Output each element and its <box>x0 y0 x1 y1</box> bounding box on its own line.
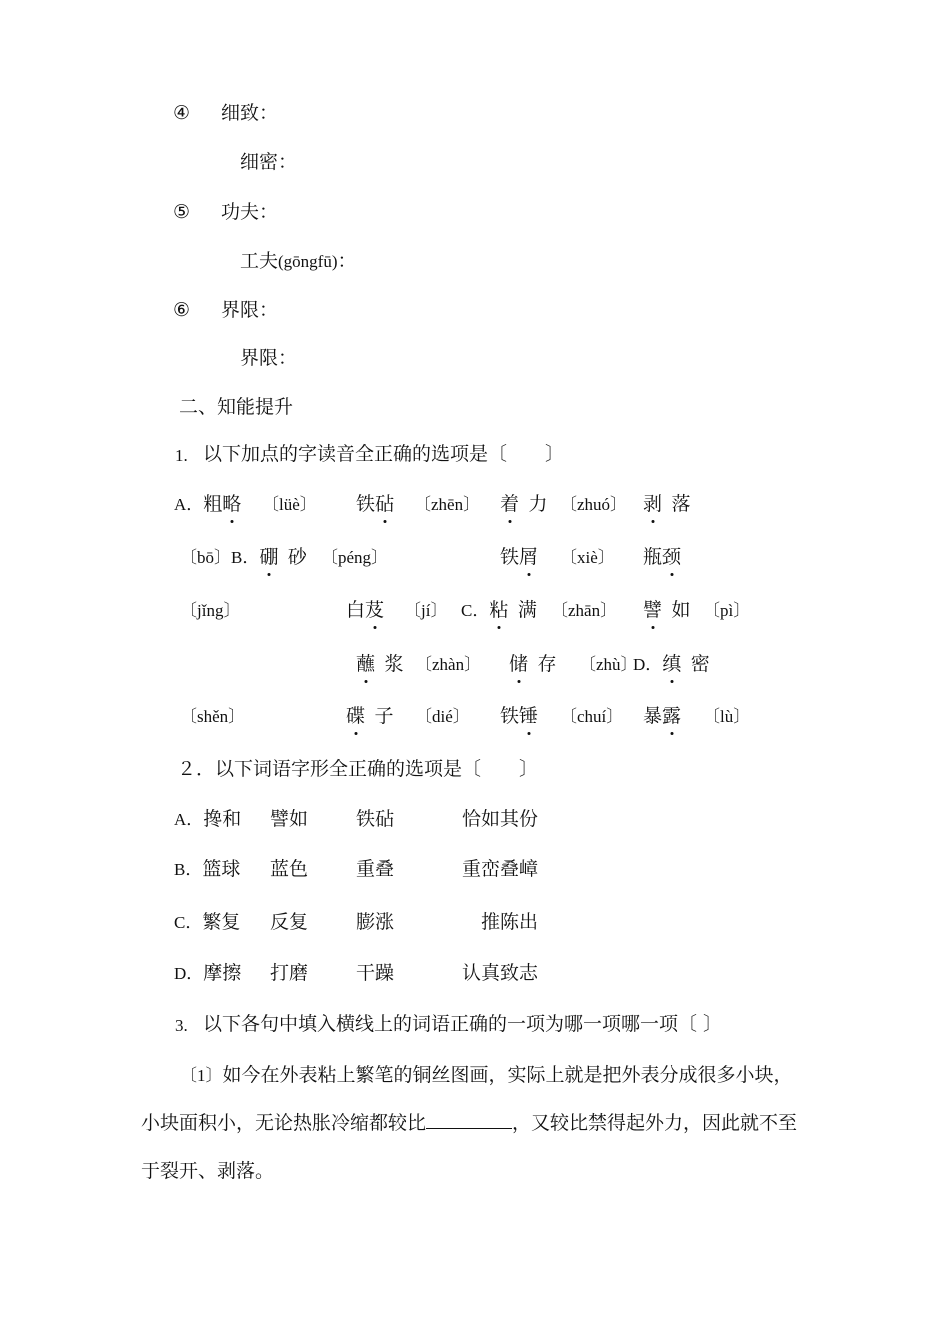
item6-word1: 界限： <box>221 299 279 321</box>
q1-row4-c-py4: 〔zhù〕 <box>579 655 638 674</box>
q1-row1-a-w3: 着 力 <box>500 493 548 515</box>
q1-row5-d-w3: 铁锤 <box>500 705 539 727</box>
q1-row4-c-w3: 蘸 浆 <box>356 653 404 675</box>
q1-row4-c-py3: 〔zhàn〕 <box>415 655 482 674</box>
q3-number: 3. <box>175 1016 188 1035</box>
q1-row5-d-py1: 〔shěn〕 <box>180 707 246 726</box>
item4-marker: ④ <box>173 102 191 124</box>
q2-option-d-w2: 打磨 <box>270 962 309 984</box>
q3-paragraph-line3: 于裂开、剥落。 <box>141 1160 275 1182</box>
q2-option-b-w4: 重峦叠嶂 <box>462 858 539 880</box>
q2-stem: ２．以下词语字形全正确的选项是〔 〕 <box>177 758 539 780</box>
q1-row2-b-w3: 瓶颈 <box>643 546 682 568</box>
q2-option-c-w3: 膨涨 <box>356 911 395 933</box>
item5-word1: 功夫： <box>221 201 279 223</box>
q2-option-a-w3: 铁砧 <box>356 808 395 830</box>
q3-paragraph-line1: 〔1〕如今在外表粘上繁笔的铜丝图画，实际上就是把外表分成很多小块， <box>180 1064 793 1086</box>
q3-paragraph-line2: 小块面积小，无论热胀冷缩都较比 ，又较比禁得起外力，因此就不至 <box>141 1112 798 1134</box>
q1-row3-b-py3: 〔jǐng〕 <box>180 601 241 620</box>
q1-row2-b-w2: 铁屑 <box>500 546 539 568</box>
q1-row3-c-py2: 〔pì〕 <box>703 601 751 620</box>
q1-row1-a: A．粗略 <box>174 493 242 515</box>
q2-option-d-w4: 认真致志 <box>462 962 539 984</box>
section2-heading: 二、知能提升 <box>179 396 294 418</box>
q1-number: 1. <box>175 446 188 465</box>
q2-option-a: A．搀和 <box>174 808 242 830</box>
q2-option-b: B．篮球 <box>174 858 241 880</box>
q1-row2-b: B．硼 砂 <box>231 546 307 568</box>
item6-marker: ⑥ <box>173 299 191 321</box>
q1-row4-c-w4: 储 存 <box>509 653 557 675</box>
q1-row5-d-w4: 暴露 <box>643 705 682 727</box>
item4-word2: 细密： <box>240 151 298 173</box>
q2-option-c-w4: 推陈出 <box>481 911 539 933</box>
q1-row5-d-py3: 〔chuí〕 <box>560 707 624 726</box>
q1-stem: 以下加点的字读音全正确的选项是〔 〕 <box>203 443 565 465</box>
q3-stem: 以下各句中填入横线上的词语正确的一项为哪一项哪一项〔 〕 <box>203 1013 723 1035</box>
q1-row3-b-w4: 白芨 <box>346 599 385 621</box>
q2-option-d-w3: 干躁 <box>356 962 395 984</box>
q1-row1-a-w4: 剥 落 <box>643 493 691 515</box>
q1-row5-d-py2: 〔dié〕 <box>415 707 470 726</box>
q1-row4-d: D．缜 密 <box>633 653 710 675</box>
q1-row1-a-py1: 〔lüè〕 <box>262 495 317 514</box>
q1-row3-b-py4: 〔jí〕 <box>404 601 448 620</box>
q1-row3-c-w2: 譬 如 <box>643 599 691 621</box>
q2-option-b-w2: 蓝色 <box>270 858 309 880</box>
q2-option-c: C．繁复 <box>174 911 241 933</box>
q2-option-d: D．摩擦 <box>174 962 242 984</box>
q1-row1-a-py2: 〔zhēn〕 <box>414 495 481 514</box>
q1-row1-a-w2: 铁砧 <box>356 493 395 515</box>
q2-option-c-w2: 反复 <box>270 911 309 933</box>
item5-word2: 工夫(gōngfū)： <box>240 250 357 272</box>
q1-row3-c: C．粘 满 <box>461 599 537 621</box>
q1-row2-b-py2: 〔xiè〕 <box>560 548 615 567</box>
q1-row3-c-py1: 〔zhān〕 <box>551 601 618 620</box>
item4-word1: 细致： <box>221 102 279 124</box>
item6-word2: 界限： <box>240 347 298 369</box>
q2-option-a-w4: 恰如其份 <box>462 808 539 830</box>
q2-option-b-w3: 重叠 <box>356 858 395 880</box>
q1-row2-a-py4: 〔bō〕 <box>180 548 231 567</box>
q1-row5-d-py4: 〔lù〕 <box>703 707 751 726</box>
q2-option-a-w2: 譬如 <box>270 808 309 830</box>
fill-blank[interactable] <box>426 1114 512 1129</box>
q1-row5-d-w2: 碟 子 <box>346 705 394 727</box>
item5-marker: ⑤ <box>173 201 191 223</box>
q1-row2-b-py1: 〔péng〕 <box>321 548 389 567</box>
q1-row1-a-py3: 〔zhuó〕 <box>560 495 628 514</box>
